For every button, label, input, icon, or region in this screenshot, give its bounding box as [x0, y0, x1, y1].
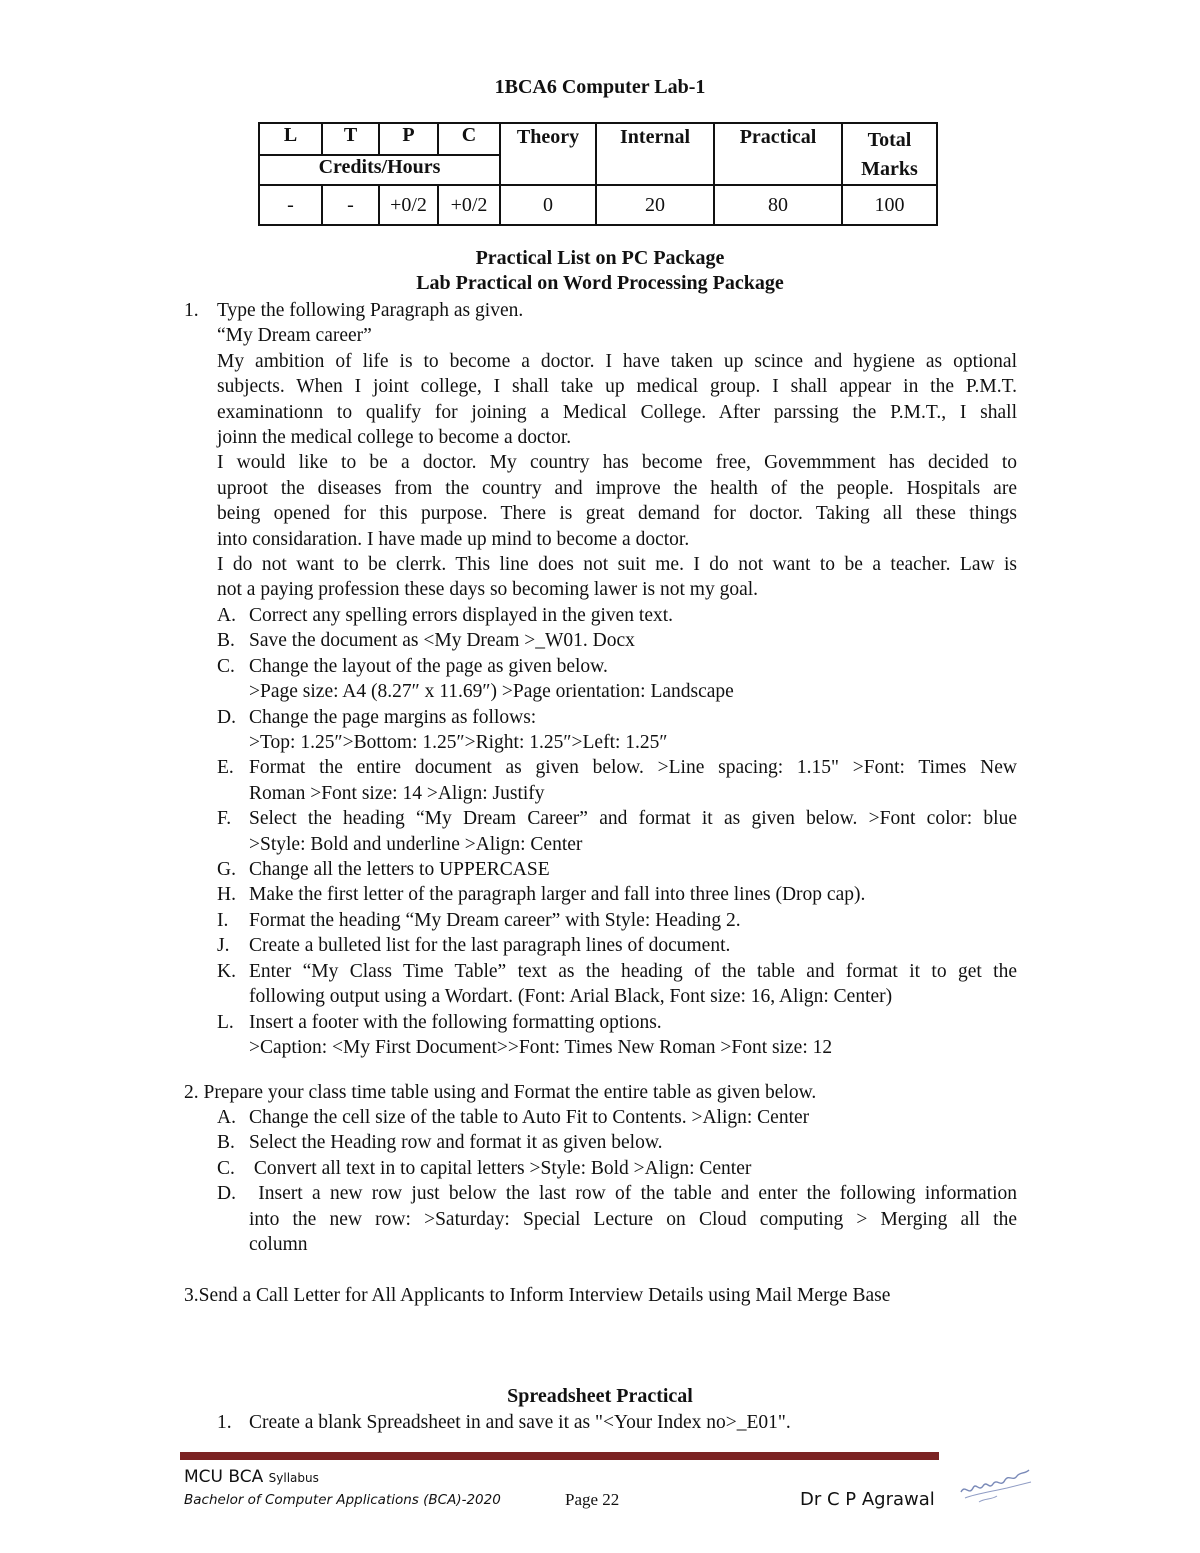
q2-heading: 2. Prepare your class time table using and Format the entire table as given below.	[184, 1082, 817, 1103]
list-item: C. Convert all text in to capital letters >Style: Bold >Align: Center	[217, 1157, 752, 1179]
header-l: L	[259, 123, 322, 155]
q1-items-list	[217, 603, 1017, 1060]
q1-number: 1.	[184, 300, 199, 321]
credits-table	[258, 122, 938, 226]
header-c: C	[438, 123, 500, 155]
q1-line: I would like to be a doctor. My country has become free, Govemmment has decided to	[217, 452, 1017, 474]
q1-line: I do not want to be clerrk. This line does not suit me. I do not want to be a teacher. Law is	[217, 554, 1017, 576]
cell-p: +0/2	[379, 185, 438, 225]
page-number: Page 22	[565, 1490, 620, 1509]
header-internal: Internal	[596, 123, 714, 185]
list-item: L. Insert a footer with the following formatting options. >Caption: <My First Document>>Font: Times New Roman >Font size: 12	[217, 1011, 833, 1058]
list-item: H. Make the first letter of the paragraph larger and fall into three lines (Drop cap).	[217, 884, 866, 906]
list-item: E. Format the entire document as given below. >Line spacing: 1.15" >Font: Times New Roman >Font size: 14 >Align: Justify	[217, 757, 1017, 804]
spreadsheet-heading: Spreadsheet Practical	[507, 1385, 693, 1407]
q1-line: not a paying profession these days so becoming lawer is not my goal.	[217, 579, 759, 601]
q1-line: My ambition of life is to become a doctor. I have taken up scince and hygiene as optional	[217, 350, 1017, 372]
section-heading-pc-package: Practical List on PC Package	[475, 247, 725, 269]
q1-line: being opened for this purpose. There is great demand for doctor. Taking all these things	[217, 503, 1017, 525]
list-item: D. Change the page margins as follows: >Top: 1.25″>Bottom: 1.25″>Right: 1.25″>Left: 1.25″	[217, 706, 668, 754]
list-item: K. Enter “My Class Time Table” text as the heading of the table and format it to get the following output using a Wordart. (Font: Arial Black, Font size: 16, Align: Center)	[217, 960, 1017, 1008]
q1-line: uproot the diseases from the country and improve the health of the people. Hospitals are	[217, 477, 1017, 499]
list-item: G. Change all the letters to UPPERCASE	[217, 859, 550, 881]
header-marks: Marks	[861, 158, 918, 180]
list-item: B. Save the document as <My Dream >_W01. Docx	[217, 630, 635, 652]
q1-line: subjects. When I joint college, I shall take up medical group. I shall appear in the P.M.T.	[217, 376, 1017, 398]
list-item: I. Format the heading “My Dream career” with Style: Heading 2.	[217, 909, 741, 931]
cell-l: -	[259, 185, 322, 225]
list-item: B. Select the Heading row and format it as given below.	[217, 1132, 663, 1154]
cell-internal: 20	[596, 185, 714, 225]
q1-line: Type the following Paragraph as given.	[217, 300, 524, 321]
q1-line: examinationn to qualify for joining a Medical College. After parssing the P.M.T., I shall	[217, 401, 1017, 423]
list-item: A. Change the cell size of the table to Auto Fit to Contents. >Align: Center	[217, 1107, 810, 1128]
q2-items-list	[217, 1105, 1017, 1257]
q3-text: 3.Send a Call Letter for All Applicants to Inform Interview Details using Mail Merge Base	[184, 1285, 891, 1306]
footer-divider	[180, 1452, 939, 1460]
list-item: F. Select the heading “My Dream Career” and format it as given below. >Font color: blue >Style: Bold and underline >Align: Center	[217, 808, 1017, 855]
course-title: 1BCA6 Computer Lab-1	[494, 76, 706, 98]
q1-line: joinn the medical college to become a doctor.	[217, 427, 572, 449]
footer-program: Bachelor of Computer Applications (BCA)-2020	[184, 1492, 501, 1508]
cell-total: 100	[842, 185, 937, 225]
q1-line: “My Dream career”	[217, 325, 372, 347]
footer-author: Dr C P Agrawal	[800, 1489, 935, 1510]
list-item: 1. Create a blank Spreadsheet in and save it as "<Your Index no>_E01".	[217, 1412, 791, 1433]
header-total: Total	[867, 129, 912, 151]
cell-practical: 80	[714, 185, 842, 225]
header-practical: Practical	[714, 123, 842, 185]
list-item: A. Correct any spelling errors displayed in the given text.	[217, 605, 674, 626]
footer-syllabus: MCU BCA Syllabus	[184, 1467, 319, 1487]
q1-line: into considaration. I have made up mind to become a doctor.	[217, 528, 690, 550]
header-t: T	[322, 123, 379, 155]
list-item: D. Insert a new row just below the last row of the table and enter the following information into the new row: >Saturday: Special Lecture on Cloud computing > Merging all the column	[217, 1183, 1017, 1256]
signature-icon	[955, 1462, 1035, 1510]
header-theory: Theory	[500, 123, 596, 185]
header-p: P	[379, 123, 438, 155]
list-item: J. Create a bulleted list for the last paragraph lines of document.	[217, 935, 731, 957]
header-credits-hours: Credits/Hours	[259, 155, 500, 185]
cell-t: -	[322, 185, 379, 225]
q1-body	[217, 298, 1017, 603]
header-total-marks	[842, 123, 937, 185]
cell-c: +0/2	[438, 185, 500, 225]
cell-theory: 0	[500, 185, 596, 225]
section-heading-word-processing: Lab Practical on Word Processing Package	[416, 272, 784, 294]
list-item: C. Change the layout of the page as given below. >Page size: A4 (8.27″ x 11.69″) >Page orientation: Landscape	[217, 655, 734, 703]
